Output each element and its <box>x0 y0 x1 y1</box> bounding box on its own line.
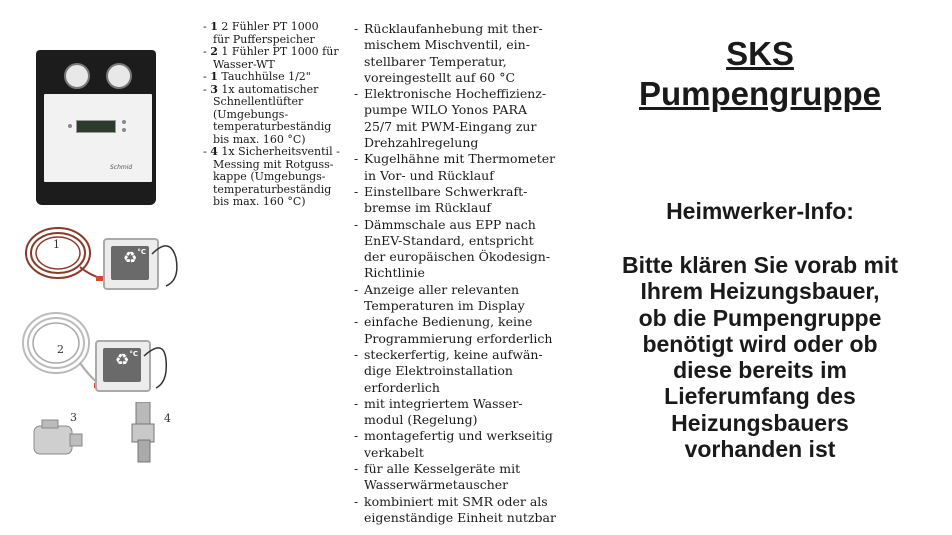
bullet-dash: - <box>354 21 359 36</box>
bullet-dash: - <box>354 461 359 477</box>
air-vent-image <box>30 418 86 460</box>
recycle-icon: ♻ <box>114 350 130 369</box>
feature-text <box>364 347 564 396</box>
feature-text <box>364 314 564 347</box>
feature-item <box>354 461 564 494</box>
bullet-dash: - <box>354 216 359 232</box>
feature-item <box>354 86 564 151</box>
feature-item <box>354 282 564 315</box>
feature-line: voreingestellt auf 60 °C <box>364 69 516 85</box>
feature-item <box>354 184 564 217</box>
feature-line: montagefertig und werkseitig <box>364 428 553 444</box>
bullet-dash: - <box>354 281 359 297</box>
label-3: 3 <box>70 411 77 424</box>
pump-unit-image <box>36 50 156 205</box>
parts-item: - 2 1 Fühler PT 1000 für Wasser-WT <box>203 45 339 71</box>
feature-line: Programmierung erforderlich <box>364 330 553 346</box>
parts-list <box>203 21 348 209</box>
feature-line: modul (Regelung) <box>364 412 478 428</box>
feature-item <box>354 151 564 184</box>
plug-cable-2 <box>142 342 182 392</box>
feature-line: Dämmschale aus EPP nach <box>364 216 536 232</box>
feature-line: der europäischen Ökodesign- <box>364 249 551 265</box>
bullet-dash: - <box>354 86 359 102</box>
info-line: Bitte klären Sie vorab mit <box>621 252 899 278</box>
bullet-dash: - <box>354 428 359 444</box>
feature-line: pumpe WILO Yonos PARA <box>364 102 527 118</box>
feature-item <box>354 314 564 347</box>
feature-text <box>364 494 564 527</box>
feature-line: Einstellbare Schwerkraft- <box>364 183 528 199</box>
feature-text <box>364 86 564 151</box>
feature-item <box>354 347 564 396</box>
feature-line: 25/7 mit PWM-Eingang zur <box>364 118 537 134</box>
bullet-dash: - <box>354 183 359 199</box>
thermometer-gauge-left <box>64 63 90 89</box>
feature-text <box>364 282 564 315</box>
control-button <box>122 120 126 124</box>
feature-line: erforderlich <box>364 379 440 395</box>
bullet-dash: - <box>354 151 359 167</box>
bullet-dash: - <box>354 395 359 411</box>
feature-text <box>364 461 564 494</box>
info-line: Ihrem Heizungsbauer, <box>640 278 880 305</box>
feature-line: kombiniert mit SMR oder als <box>364 493 548 509</box>
thermometer-gauge-right <box>106 63 132 89</box>
feature-item <box>354 396 564 429</box>
feature-text <box>364 21 564 86</box>
feature-line: in Vor- und Rücklauf <box>364 167 494 183</box>
title-line: SKS <box>726 35 794 72</box>
feature-line: einfache Bedienung, keine <box>364 314 533 330</box>
feature-line: mischem Mischventil, ein- <box>364 37 530 53</box>
info-line: Heizungsbauers <box>671 409 849 436</box>
display-screen <box>76 120 116 133</box>
info-line: Lieferumfang des <box>664 383 856 410</box>
feature-text <box>364 217 564 282</box>
info-line: ob die Pumpengruppe <box>638 304 882 331</box>
label-1: 1 <box>53 238 60 251</box>
feature-line: Anzeige aller relevanten <box>364 281 520 297</box>
feature-list <box>354 21 564 526</box>
feature-line: Rücklaufanhebung mit ther- <box>364 21 543 36</box>
feature-line: stellbarer Temperatur, <box>364 53 507 69</box>
sensor-cable-1-image <box>20 222 110 288</box>
parts-item: - 3 1x automatischer Schnellentlüfter (Umgebungs- temperaturbeständig bis max. 160 °C) <box>203 82 332 146</box>
feature-line: steckerfertig, keine aufwän- <box>364 346 543 362</box>
parts-item: - 4 1x Sicherheitsventil - Messing mit Rotguss- kappe (Umgebungs- temperaturbeständig bis max. 160 °C) <box>203 145 340 208</box>
feature-line: für alle Kesselgeräte mit <box>364 461 521 477</box>
label-4: 4 <box>164 412 171 425</box>
plug-cable-1 <box>150 240 190 290</box>
control-button <box>122 128 126 132</box>
feature-text <box>364 184 564 217</box>
page-title <box>570 34 950 114</box>
feature-line: mit integriertem Wasser- <box>364 395 523 411</box>
feature-line: Drehzahlregelung <box>364 135 479 151</box>
feature-line: Kugelhähne mit Thermometer <box>364 151 556 167</box>
feature-line: eigenständige Einheit nutzbar <box>364 509 556 525</box>
info-line: benötigt wird oder ob <box>642 330 878 357</box>
feature-line: dige Elektroinstallation <box>364 363 513 379</box>
bullet-dash: - <box>354 314 359 330</box>
degree-label: °C <box>137 248 146 256</box>
degree-label: °C <box>129 350 138 358</box>
subtitle: Heimwerker-Info: <box>666 198 854 224</box>
feature-item <box>354 21 564 86</box>
brand-logo: Schmid <box>110 164 133 171</box>
parts-item: - 1 Tauchhülse 1/2" <box>203 70 311 83</box>
feature-text <box>364 151 564 184</box>
title-line: Pumpengruppe <box>638 75 881 112</box>
bullet-dash: - <box>354 493 359 509</box>
feature-line: verkabelt <box>364 444 424 460</box>
feature-text <box>364 428 564 461</box>
info-line: diese bereits im <box>673 357 847 384</box>
feature-item <box>354 494 564 527</box>
control-panel <box>44 94 152 182</box>
feature-line: Elektronische Hocheffizienz- <box>364 86 547 102</box>
control-button <box>68 124 72 128</box>
feature-line: Richtlinie <box>364 265 425 281</box>
feature-line: Wasserwärmetauscher <box>364 477 509 493</box>
label-2: 2 <box>57 343 64 356</box>
recycle-icon: ♻ <box>122 248 138 267</box>
feature-line: bremse im Rücklauf <box>364 200 492 216</box>
info-text <box>570 252 950 462</box>
info-line: vorhanden ist <box>684 436 836 463</box>
feature-text <box>364 396 564 429</box>
feature-item <box>354 217 564 282</box>
feature-line: Temperaturen im Display <box>364 298 525 314</box>
bullet-dash: - <box>354 346 359 362</box>
parts-item: - 1 2 Fühler PT 1000 für Pufferspeicher <box>203 20 319 46</box>
feature-item <box>354 428 564 461</box>
safety-valve-image <box>128 402 160 464</box>
feature-line: EnEV-Standard, entspricht <box>364 232 534 248</box>
